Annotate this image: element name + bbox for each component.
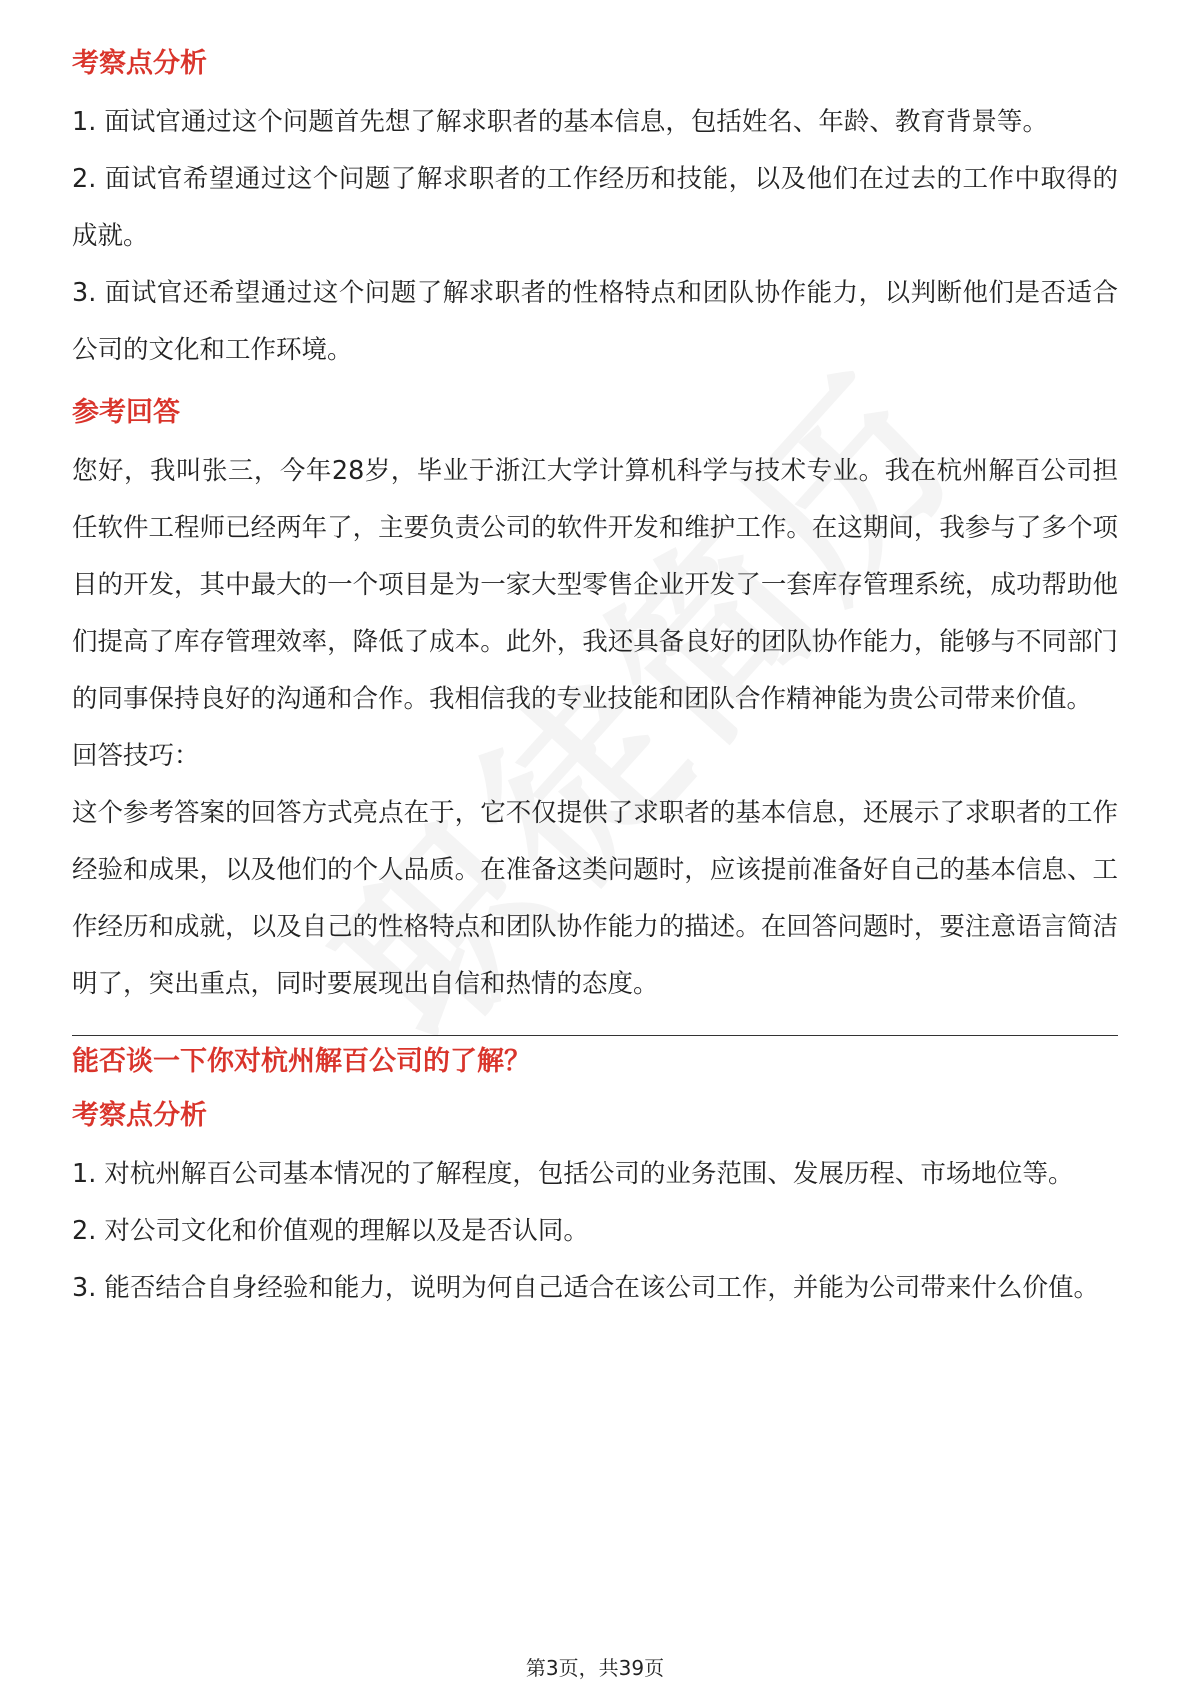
analysis-heading-1: 考察点分析 [72, 48, 207, 79]
answer-heading: 参考回答 [72, 397, 180, 428]
page-content [72, 44, 1118, 1317]
tips-text: 这个参考答案的回答方式亮点在于，它不仅提供了求职者的基本信息，还展示了求职者的工作经验和成果，以及他们的个人品质。在准备这类问题时，应该提前准备好自己的基本信息、工作经历和成就，以及自己的性格特点和团队协作能力的描述。在回答问题时，要注意语言简洁明了，突出重点，同时要展现出自信和热情的态度。 [72, 798, 1118, 999]
analysis-item-2-1: 1. 对杭州解百公司基本情况的了解程度，包括公司的业务范围、发展历程、市场地位等。 [72, 1159, 1074, 1189]
analysis-heading-2: 考察点分析 [72, 1100, 207, 1131]
answer-text: 您好，我叫张三，今年28岁，毕业于浙江大学计算机科学与技术专业。我在杭州解百公司担任软件工程师已经两年了，主要负责公司的软件开发和维护工作。在这期间，我参与了多个项目的开发，其中最大的一个项目是为一家大型零售企业开发了一套库存管理系统，成功帮助他们提高了库存管理效率，降低了成本。此外，我还具备良好的团队协作能力，能够与不同部门的同事保持良好的沟通和合作。我相信我的专业技能和团队合作精神能为贵公司带来价值。 [72, 456, 1118, 714]
analysis-item-2-2: 2. 对公司文化和价值观的理解以及是否认同。 [72, 1216, 589, 1246]
question-heading: 能否谈一下你对杭州解百公司的了解？ [72, 1046, 531, 1077]
analysis-item-1-1: 1. 面试官通过这个问题首先想了解求职者的基本信息，包括姓名、年龄、教育背景等。 [72, 107, 1048, 137]
section-divider [72, 1035, 1118, 1036]
page-number: 第3页，共39页 [525, 1656, 665, 1680]
analysis-item-1-2: 2. 面试官希望通过这个问题了解求职者的工作经历和技能，以及他们在过去的工作中取得的成就。 [72, 164, 1118, 251]
tips-label: 回答技巧： [72, 741, 200, 771]
analysis-item-1-3: 3. 面试官还希望通过这个问题了解求职者的性格特点和团队协作能力，以判断他们是否适合公司的文化和工作环境。 [72, 278, 1118, 365]
analysis-item-2-3: 3. 能否结合自身经验和能力，说明为何自己适合在该公司工作，并能为公司带来什么价值。 [72, 1273, 1099, 1303]
